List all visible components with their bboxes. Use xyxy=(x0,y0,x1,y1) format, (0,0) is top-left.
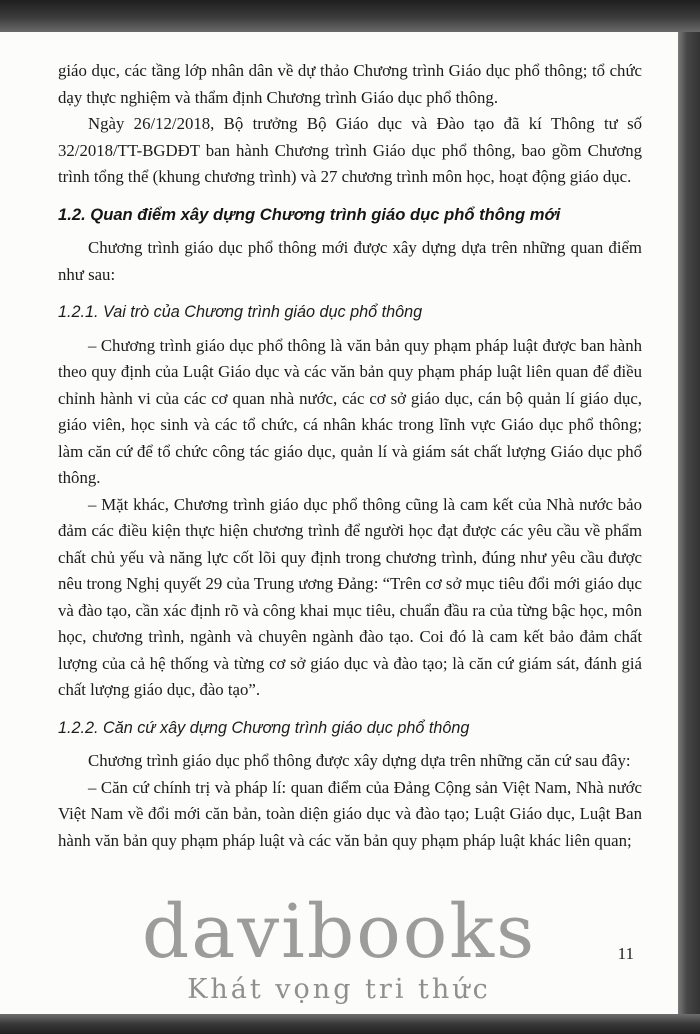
page-number: 11 xyxy=(617,944,634,963)
paragraph-role-2: – Mặt khác, Chương trình giáo dục phổ thông cũng là cam kết của Nhà nước bảo đảm các điều kiện thực hiện chương trình để người học đạt được các yêu cầu về phẩm chất chủ yếu và năng lực cốt lõi quy định trong chương trình, đúng như yêu cầu được nêu trong Nghị quyết 29 của Trung ương Đảng: “Trên cơ sở mục tiêu đổi mới giáo dục và đào tạo, cần xác định rõ và công khai mục tiêu, chuẩn đầu ra của từng bậc học, môn học, chương trình, ngành và chuyên ngành đào tạo. Coi đó là cam kết bảo đảm chất lượng của cả hệ thống và từng cơ sở giáo dục và đào tạo; là căn cứ giám sát, đánh giá chất lượng giáo dục, đào tạo”. xyxy=(58,494,642,699)
scan-edge-bottom xyxy=(0,1014,700,1034)
paragraph-section-intro: Chương trình giáo dục phổ thông mới được xây dựng dựa trên những quan điểm như sau: xyxy=(58,238,642,284)
section-heading-1-2: 1.2. Quan điểm xây dựng Chương trình giáo dục phổ thông mới xyxy=(58,204,561,224)
paragraph-decree: Ngày 26/12/2018, Bộ trưởng Bộ Giáo dục và Đào tạo đã kí Thông tư số 32/2018/TT-BGDĐT ban hành Chương trình Giáo dục phổ thông, bao gồm Chương trình tổng thể (khung chương trình) và 27 chương trình môn học, hoạt động giáo dục. xyxy=(58,114,642,186)
watermark-tagline: Khát vọng tri thức xyxy=(187,974,491,1005)
paragraph-role-1: – Chương trình giáo dục phổ thông là văn bản quy phạm pháp luật được ban hành theo quy định của Luật Giáo dục và các văn bản quy phạm pháp luật liên quan để điều chỉnh hành vi của các cơ quan nhà nước, các cơ sở giáo dục, cán bộ quản lí giáo dục, giáo viên, học sinh và các tổ chức, cá nhân khác trong lĩnh vực Giáo dục phổ thông; làm căn cứ để tổ chức công tác giáo dục, quản lí và giám sát chất lượng Giáo dục phổ thông. xyxy=(58,335,642,487)
paragraph-basis-intro: Chương trình giáo dục phổ thông được xây dựng dựa trên những căn cứ sau đây: xyxy=(88,751,631,770)
scan-edge-right xyxy=(678,0,700,1034)
paragraph-basis: – Căn cứ chính trị và pháp lí: quan điểm của Đảng Cộng sản Việt Nam, Nhà nước Việt Nam về đổi mới căn bản, toàn diện giáo dục và đào tạo; Luật Giáo dục, Luật Ban hành văn bản quy phạm pháp luật và các văn bản quy phạm pháp luật khác liên quan; xyxy=(58,777,642,850)
scan-edge-top xyxy=(0,0,700,32)
subsection-heading-1-2-2: 1.2.2. Căn cứ xây dựng Chương trình giáo dục phổ thông xyxy=(58,718,470,737)
paragraph-continuation: giáo dục, các tầng lớp nhân dân về dự thảo Chương trình Giáo dục phổ thông; tổ chức dạy thực nghiệm và thẩm định Chương trình Giáo dục phổ thông. xyxy=(58,61,642,107)
subsection-heading-1-2-1: 1.2.1. Vai trò của Chương trình giáo dục phổ thông xyxy=(58,303,423,321)
watermark-brand: davibooks xyxy=(141,889,537,975)
page-content xyxy=(0,32,678,1014)
